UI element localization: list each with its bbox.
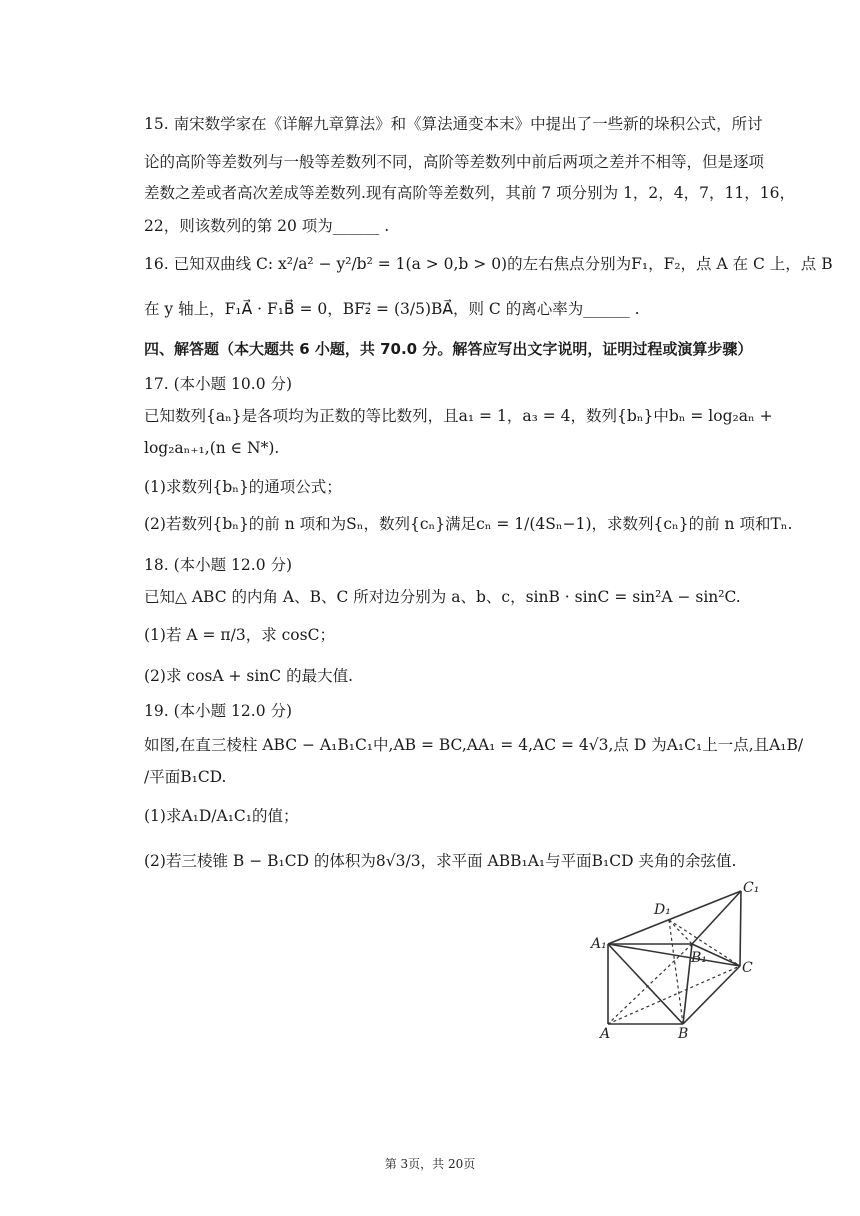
p19-line-2: /平面B₁CD.	[144, 768, 227, 786]
p19-line-1: 如图,在直三棱柱 ABC − A₁B₁C₁中,AB = BC,AA₁ = 4,AC = 4√3,点 D 为A₁C₁上一点,且A₁B/	[144, 736, 804, 754]
p17-line-2: log₂aₙ₊₁,(n ∈ N*).	[144, 439, 280, 457]
p17-question-2: (2)若数列{bₙ}的前 n 项和为Sₙ，数列{cₙ}满足cₙ = 1/(4Sₙ−1)，求数列{cₙ}的前 n 项和Tₙ.	[144, 515, 793, 533]
p17-line-1: 已知数列{aₙ}是各项均为正数的等比数列，且a₁ = 1，a₃ = 4，数列{bₙ}中bₙ = log₂aₙ +	[144, 407, 773, 425]
label-b1: B₁	[691, 950, 707, 966]
p18-question-2: (2)求 cosA + sinC 的最大值.	[144, 667, 353, 685]
page-footer: 第 3页，共 20页	[384, 1157, 476, 1171]
p18-line-1: 已知△ ABC 的内角 A、B、C 所对边分别为 a、b、c，sinB · sinC = sin²A − sin²C.	[144, 588, 741, 606]
p19-question-2: (2)若三棱锥 B − B₁CD 的体积为8√3/3，求平面 ABB₁A₁与平面B₁CD 夹角的余弦值.	[144, 852, 737, 870]
p17-header: 17. (本小题 10.0 分)	[144, 375, 293, 393]
p15-line-4: 22，则该数列的第 20 项为______ .	[144, 217, 390, 235]
prism-figure	[586, 876, 762, 1040]
p18-header: 18. (本小题 12.0 分)	[144, 556, 293, 574]
p16-line-2: 在 y 轴上，F₁A⃗ · F₁B⃗ = 0，BF₂⃗ = (3/5)BA⃗，则 C 的离心率为______ .	[144, 300, 640, 318]
p17-question-1: (1)求数列{bₙ}的通项公式；	[144, 478, 342, 496]
p15-line-2: 论的高阶等差数列与一般等差数列不同，高阶等差数列中前后两项之差并不相等，但是逐项	[144, 153, 765, 171]
p19-header: 19. (本小题 12.0 分)	[144, 702, 293, 720]
label-d1: D₁	[654, 902, 671, 918]
p15-line-1: 15. 南宋数学家在《详解九章算法》和《算法通变本末》中提出了一些新的垛积公式，所讨	[144, 115, 763, 133]
p19-question-1: (1)求A₁D/A₁C₁的值；	[144, 807, 299, 825]
p16-line-1: 16. 已知双曲线 C: x²/a² − y²/b² = 1(a > 0,b > 0)的左右焦点分别为F₁，F₂，点 A 在 C 上，点 B	[144, 255, 833, 273]
label-b: B	[678, 1026, 689, 1040]
label-a: A	[600, 1026, 611, 1040]
label-c1: C₁	[743, 880, 760, 896]
label-a1: A₁	[591, 936, 607, 952]
label-c: C	[742, 960, 753, 976]
p18-question-1: (1)若 A = π/3，求 cosC；	[144, 626, 335, 644]
section-heading: 四、解答题（本大题共 6 小题，共 70.0 分。解答应写出文字说明，证明过程或演算步骤）	[144, 340, 753, 358]
p15-line-3: 差数之差或者高次差成等差数列.现有高阶等差数列，其前 7 项分别为 1，2，4，7，11，16，	[144, 184, 795, 202]
